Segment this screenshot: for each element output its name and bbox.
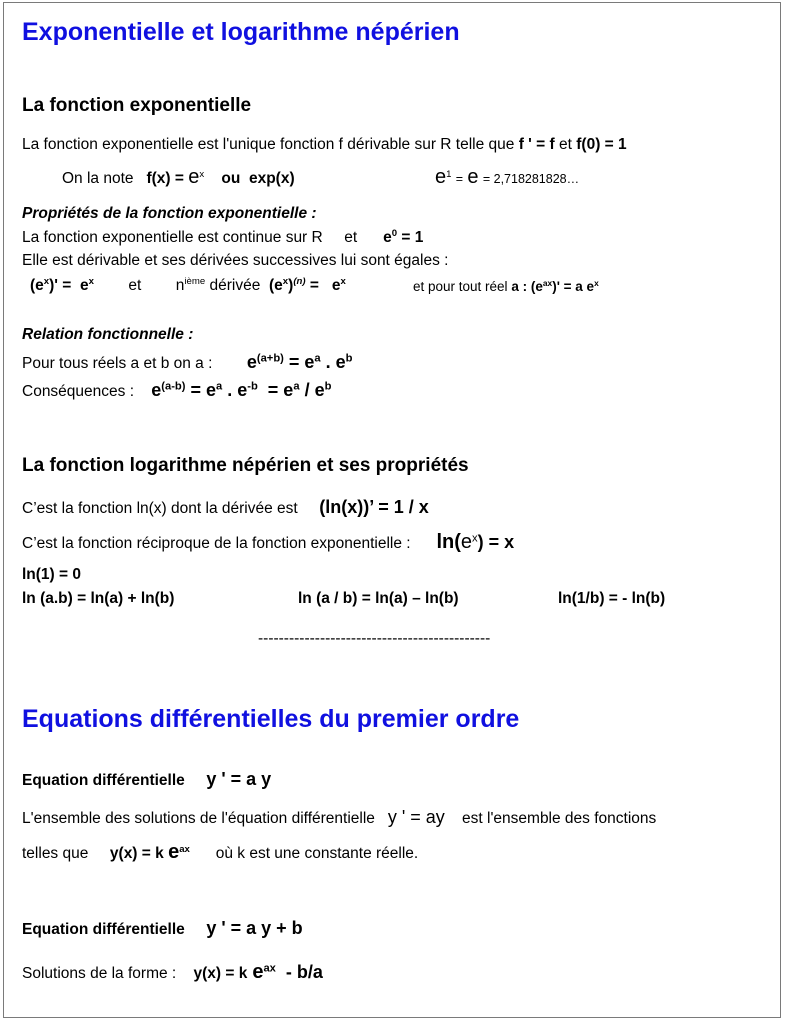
exp-def-and: et: [559, 136, 572, 153]
separator: ---------------------------------------------: [258, 630, 491, 647]
exp-e1-sup: 1: [446, 169, 452, 181]
exp-e1-e2: e: [467, 166, 479, 188]
ln-prop-inverse: ln(1/b) = - ln(b): [558, 590, 666, 607]
eqdiff-1-line1: [22, 807, 656, 828]
eqdiff-1-text2: est l'ensemble des fonctions: [462, 810, 657, 827]
exp-cons-formula: $e^{(a-b)} = e^a$ . $e^{-b} = e^a / e^b$: [151, 380, 332, 400]
eqdiff-1-header: [22, 769, 271, 790]
exp-prop1: [22, 229, 423, 247]
ln-line1: [22, 497, 429, 518]
exp-def-text: La fonction exponentielle est l'unique fonction f dérivable sur R telle que: [22, 136, 515, 153]
eqdiff-1-label: Equation différentielle: [22, 772, 185, 789]
exp-prop2: Elle est dérivable et ses dérivées successives lui sont égales :: [22, 252, 449, 269]
ln-line1-text: C’est la fonction ln(x) dont la dérivée est: [22, 500, 298, 517]
eqdiff-1-text4: où k est une constante réelle.: [215, 845, 419, 862]
ln-one: ln(1) = 0: [22, 566, 82, 583]
exp-note-eq: =: [174, 170, 184, 187]
exp-prop1-eq: = 1: [401, 229, 424, 246]
exp-heading: La fonction exponentielle: [22, 95, 252, 116]
ln-heading: La fonction logarithme népérien et ses propriétés: [22, 455, 469, 476]
eqdiff-2-line: [22, 961, 323, 984]
ln-derivative-formula: (ln(x))’ = 1 / x: [319, 497, 429, 517]
exp-definition: [22, 136, 627, 154]
exp-prop1-sup: 0: [391, 228, 398, 240]
eqdiff-1-text1: L'ensemble des solutions de l'équation différentielle: [22, 810, 375, 827]
eqdiff-1-eq: y ' = ay: [387, 807, 445, 827]
eqdiff-2-text: Solutions de la forme :: [22, 965, 177, 982]
eqdiff-2-label: Equation différentielle: [22, 921, 185, 938]
exp-prop1-text: La fonction exponentielle est continue sur R: [22, 229, 323, 246]
exp-d3-text: et pour tout réel: [413, 279, 508, 294]
exp-prop1-e: e: [383, 229, 392, 246]
eqdiff-2-sol: y(x) = k $e^{ax} - b/a$: [193, 961, 323, 983]
exp-rel-heading: Relation fonctionnelle :: [22, 326, 194, 343]
exp-e1-e: e: [435, 166, 447, 188]
ln-line2-text: C’est la fonction réciproque de la fonction exponentielle :: [22, 535, 411, 552]
eqdiff-1-text3: telles que: [22, 845, 89, 862]
exp-derivatives: [30, 277, 346, 295]
exp-note-ou: ou: [221, 170, 241, 187]
exp-d3-a: a: [511, 279, 519, 294]
exp-def-cond2: f(0) = 1: [576, 136, 627, 153]
exp-rel-text: Pour tous réels a et b on a :: [22, 355, 213, 372]
exp-note-x: x: [199, 169, 205, 181]
exp-note-exp: exp(x): [248, 170, 295, 187]
exp-d1: $(e^x)' = e^x$: [30, 276, 94, 294]
exp-note-fx: f(x): [146, 170, 171, 187]
eqdiff-1-line2: [22, 841, 418, 864]
exp-e1-num: = 2,718281828…: [482, 172, 580, 186]
exp-note-e: e: [188, 166, 200, 188]
exp-rel-formula: $e^{(a+b)} = e^a$ . $e^b$: [246, 352, 353, 372]
eqdiff-title: Equations différentielles du premier ordre: [22, 705, 520, 733]
exp-note-label: On la note: [62, 170, 134, 187]
exp-rel-line: [22, 352, 352, 373]
exp-d3: [413, 279, 599, 294]
exp-d1-et: et: [128, 277, 142, 294]
ln-reciprocal-formula: $\ln(e^x) = x$: [436, 531, 515, 553]
eqdiff-2-header: [22, 918, 303, 939]
exp-notation: [62, 166, 295, 189]
ln-line2: [22, 531, 514, 554]
ln-prop-product: ln (a.b) = ln(a) + ln(b): [22, 590, 175, 607]
exp-def-cond1: f ' = f: [518, 136, 555, 153]
page-title: Exponentielle et logarithme népérien: [22, 18, 460, 46]
eqdiff-1-formula: y ' = a y: [206, 769, 272, 789]
exp-cons-text: Conséquences :: [22, 383, 135, 400]
exp-props-heading: Propriétés de la fonction exponentielle :: [22, 205, 317, 222]
exp-d3-formula: $(e^{ax})' = a$ $e^x$: [530, 277, 599, 294]
eqdiff-1-sol: y(x) = k $e^{ax}$: [109, 841, 190, 863]
exp-e1-eq: =: [455, 172, 464, 186]
ln-prop-quotient: ln (a / b) = ln(a) – ln(b): [298, 590, 459, 607]
exp-cons-line: [22, 380, 331, 401]
exp-e1-value: [435, 166, 579, 189]
exp-d3-colon: :: [522, 279, 528, 294]
exp-prop1-et: et: [344, 229, 358, 246]
exp-d2: $n^{ième}$ dérivée $(e^x)^{(n)}$ = $e^x$: [175, 276, 346, 294]
eqdiff-2-formula: y ' = a y + b: [206, 918, 303, 938]
